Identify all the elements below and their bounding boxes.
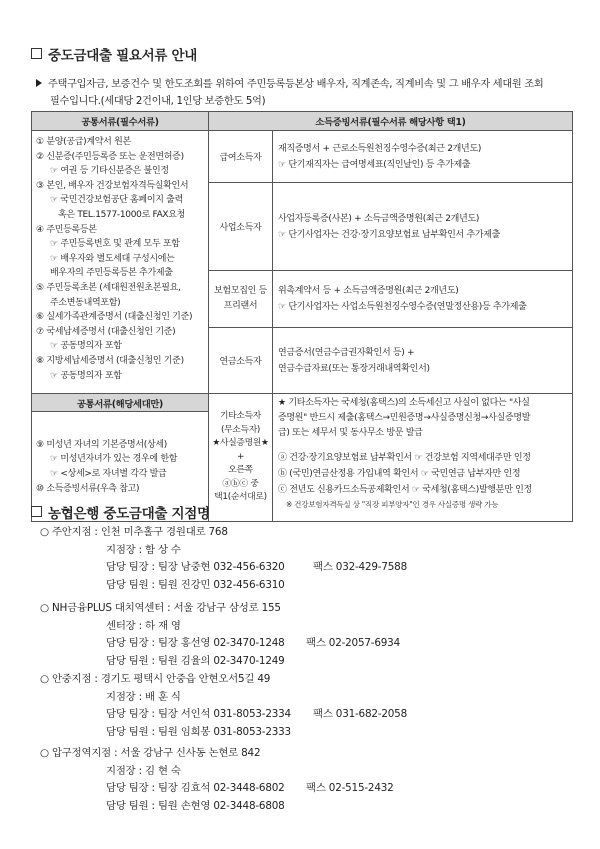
income-doc-line: ☞ 단기재직자는 급여명세표(직인날인) 등 추가제출 <box>278 159 471 170</box>
common-doc-note: ☞ 공동명의자 포함 <box>50 341 122 352</box>
branch-fax: 팩스 031-682-2058 <box>313 708 407 721</box>
branch-staff: 담당 팀원 : 팀원 손현영 02-3448-6808 <box>106 799 285 812</box>
branch-manager: 지점장 : 김 현 숙 <box>106 764 181 777</box>
section-title-text: 농협은행 중도금대출 지점명 <box>48 506 210 522</box>
household-doc-note: ☞ 미성년자녀가 있는 경우에 한함 <box>50 454 178 465</box>
income-doc-line: 재직증명서 + 근로소득원천징수영수증(최근 2개년도) <box>278 143 482 154</box>
branch-fax: 팩스 02-2057-6934 <box>306 637 400 650</box>
other-option-line: ⓑ (국민)연금산정용 가입내역 확인서 ☞ 국민연금 납부자만 인정 <box>278 469 521 479</box>
common-doc-item: ⑥ 실세가족관계증명서 (대출신청인 기준) <box>36 312 193 323</box>
common-docs-list <box>32 131 209 394</box>
income-doc-line: ☞ 단기사업자는 건강·장기요양보험료 납부확인서 추가제출 <box>278 229 501 240</box>
section-title-branches <box>31 502 210 522</box>
income-docs-freelancer <box>273 271 573 328</box>
checkbox-square-icon <box>31 506 42 517</box>
common-doc-note: 혹은 TEL.1577-1000로 FAX요청 <box>58 209 186 220</box>
branch-team-lead: 담당 팀장 : 팀장 홍선영 02-3470-1248 <box>106 637 285 650</box>
intro-line-2: 필수입니다.(세대당 2건이내, 1인당 보증한도 5억) <box>50 96 266 107</box>
common-doc-item: ⑤ 주민등록초본 (세대원전원초본필요, <box>36 282 181 293</box>
other-type-line: ⓐⓑⓒ 중 <box>222 478 259 489</box>
branch-manager: 지점장 : 배 훈 식 <box>106 690 181 703</box>
intro-text-1: 주택구입자금, 보증건수 및 한도조회를 위하여 주민등록등본상 배우자, 직계존속, 직계비속 및 그 배우자 세대원 조회 <box>48 79 544 90</box>
triangle-bullet-icon <box>36 79 42 87</box>
common-doc-note: 주소변동내역포함) <box>50 297 121 308</box>
income-docs-other <box>273 394 573 522</box>
intro-paragraph <box>36 76 576 110</box>
income-docs-business <box>273 183 573 271</box>
common-doc-note: ☞ 배우자와 별도세대 구성시에는 <box>50 253 175 264</box>
income-type-business: 사업소득자 <box>209 183 273 271</box>
common-doc-item: ⑦ 국세납세증명서 (대출신청인 기준) <box>36 326 176 337</box>
common-doc-note: 배우자의 주민등록등본 추가제출 <box>50 268 173 279</box>
branch-staff: 담당 팀원 : 팀원 김율의 02-3470-1249 <box>106 654 285 667</box>
checkbox-square-icon <box>31 48 42 59</box>
common-doc-note: ☞ 공동명의자 포함 <box>50 370 122 381</box>
header-common-docs: 공통서류(필수서류) <box>32 112 209 131</box>
header-income-docs: 소득증빙서류(필수서류 해당사항 택1) <box>209 112 573 131</box>
common-doc-item: ② 신분증(주민등록증 또는 운전면허증) <box>36 151 184 162</box>
income-docs-pension <box>273 328 573 394</box>
branch-staff: 담당 팀원 : 팀원 임희봉 031-8053-2333 <box>106 725 291 738</box>
income-type-line: 보험모집인 등 <box>214 286 267 296</box>
header-household-docs: 공통서류(해당세대만) <box>32 394 209 412</box>
common-doc-note: ☞ 국민건강보험공단 홈페이지 출력 <box>50 195 183 206</box>
branch-fax: 팩스 032-429-7588 <box>313 561 407 574</box>
common-doc-item: ⑧ 지방세납세증명서 (대출신청인 기준) <box>36 355 184 366</box>
common-doc-note: ☞ 주민등록번호 및 관계 모두 포함 <box>50 239 180 250</box>
other-note: ※ 건강보험자격득실 상 "직장 피부양자"인 경우 사실증명 생략 가능 <box>286 500 499 509</box>
other-doc-line: 증명원" 반드시 제출(홈택스→민원증명→사실증명신청→사실증명발 <box>278 413 531 423</box>
household-doc-note: ☞ <상세>로 자녀별 각각 발급 <box>50 469 167 479</box>
income-doc-line: 위촉계약서 등 + 소득금액증명원(최근 2개년도) <box>278 286 459 296</box>
branch-team-lead: 담당 팀장 : 팀장 김효석 02-3448-6802 <box>106 782 285 795</box>
income-doc-line: 연금수급자료(또는 통장거래내역확인서) <box>278 363 430 374</box>
branch-team-lead: 담당 팀장 : 팀장 서인석 031-8053-2334 <box>106 708 291 721</box>
branch-manager: 지점장 : 함 상 수 <box>106 543 181 556</box>
household-doc-item: ⑨ 미성년 자녀의 기본증명서(상세) <box>36 439 167 450</box>
other-type-line: (무소득자) <box>220 424 261 435</box>
common-doc-note: ☞ 여권 등 기타신분증은 불인정 <box>50 166 169 177</box>
income-type-freelancer <box>209 271 273 328</box>
branch-name: ○ 안중지점 : 경기도 평택시 안중읍 안현오서5길 49 <box>40 673 271 685</box>
branch-staff: 담당 팀원 : 팀원 진강민 032-456-6310 <box>106 578 285 591</box>
other-doc-line: 급) 또는 세무서 및 동사무소 방문 발급 <box>278 428 423 438</box>
income-type-pension: 연금소득자 <box>209 328 273 394</box>
income-type-salary: 급여소득자 <box>209 131 273 183</box>
branch-name: ○ 주안지점 : 인천 미추홀구 경원대로 768 <box>40 526 228 538</box>
household-doc-item: ⑩ 소득증빙서류(우측 참고) <box>36 483 140 494</box>
branch-name: ○ NH금융PLUS 대치역센터 : 서울 강남구 삼성로 155 <box>40 602 281 614</box>
income-doc-line: 연금증서(연금수급권자확인서 등) + <box>278 347 415 358</box>
income-type-line: 프리랜서 <box>223 301 258 311</box>
other-type-line: + <box>236 451 245 462</box>
branch-manager: 센터장 : 하 재 영 <box>106 619 181 632</box>
common-doc-item: ④ 주민등록등본 <box>36 224 97 235</box>
other-type-line: 오른쪽 <box>228 465 253 476</box>
other-option-line: ⓐ 건강·장기요양보험료 납부확인서 ☞ 건강보험 지역세대주만 인정 <box>278 453 531 463</box>
other-type-line: ★사실증명원★ <box>212 438 269 449</box>
other-doc-line: ★ 기타소득자는 국세청(홈택스)의 소득세신고 사실이 없다는 "사실 <box>278 398 530 408</box>
common-doc-item: ③ 본인, 배우자 건강보험자격득실확인서 <box>36 180 189 191</box>
other-type-line: 택1(순서대로) <box>214 492 267 503</box>
section-title-required-docs <box>31 44 197 64</box>
intro-line-1 <box>36 76 576 93</box>
income-doc-line: ☞ 단기사업자는 사업소득원천징수영수증(연말정산용)등 추가제출 <box>278 302 527 312</box>
other-type-line: 기타소득자 <box>220 411 261 422</box>
other-option-line: ⓒ 전년도 신용카드소득공제확인서 ☞ 국세청(홈택스)발행분만 인정 <box>278 485 532 495</box>
common-doc-item: ① 분양(공급)계약서 원본 <box>36 137 131 147</box>
income-type-other <box>209 394 273 522</box>
branch-fax: 팩스 02-515-2432 <box>306 782 394 795</box>
branch-name: ○ 압구정역지점 : 서울 강남구 신사동 논현로 842 <box>40 747 261 759</box>
income-doc-line: 사업자등록증(사본) + 소득금액증명원(최근 2개년도) <box>278 213 480 224</box>
income-docs-salary <box>273 131 573 183</box>
required-docs-table <box>31 111 573 522</box>
section-title-text: 중도금대출 필요서류 안내 <box>48 48 197 64</box>
branch-team-lead: 담당 팀장 : 팀장 남중현 032-456-6320 <box>106 561 285 574</box>
